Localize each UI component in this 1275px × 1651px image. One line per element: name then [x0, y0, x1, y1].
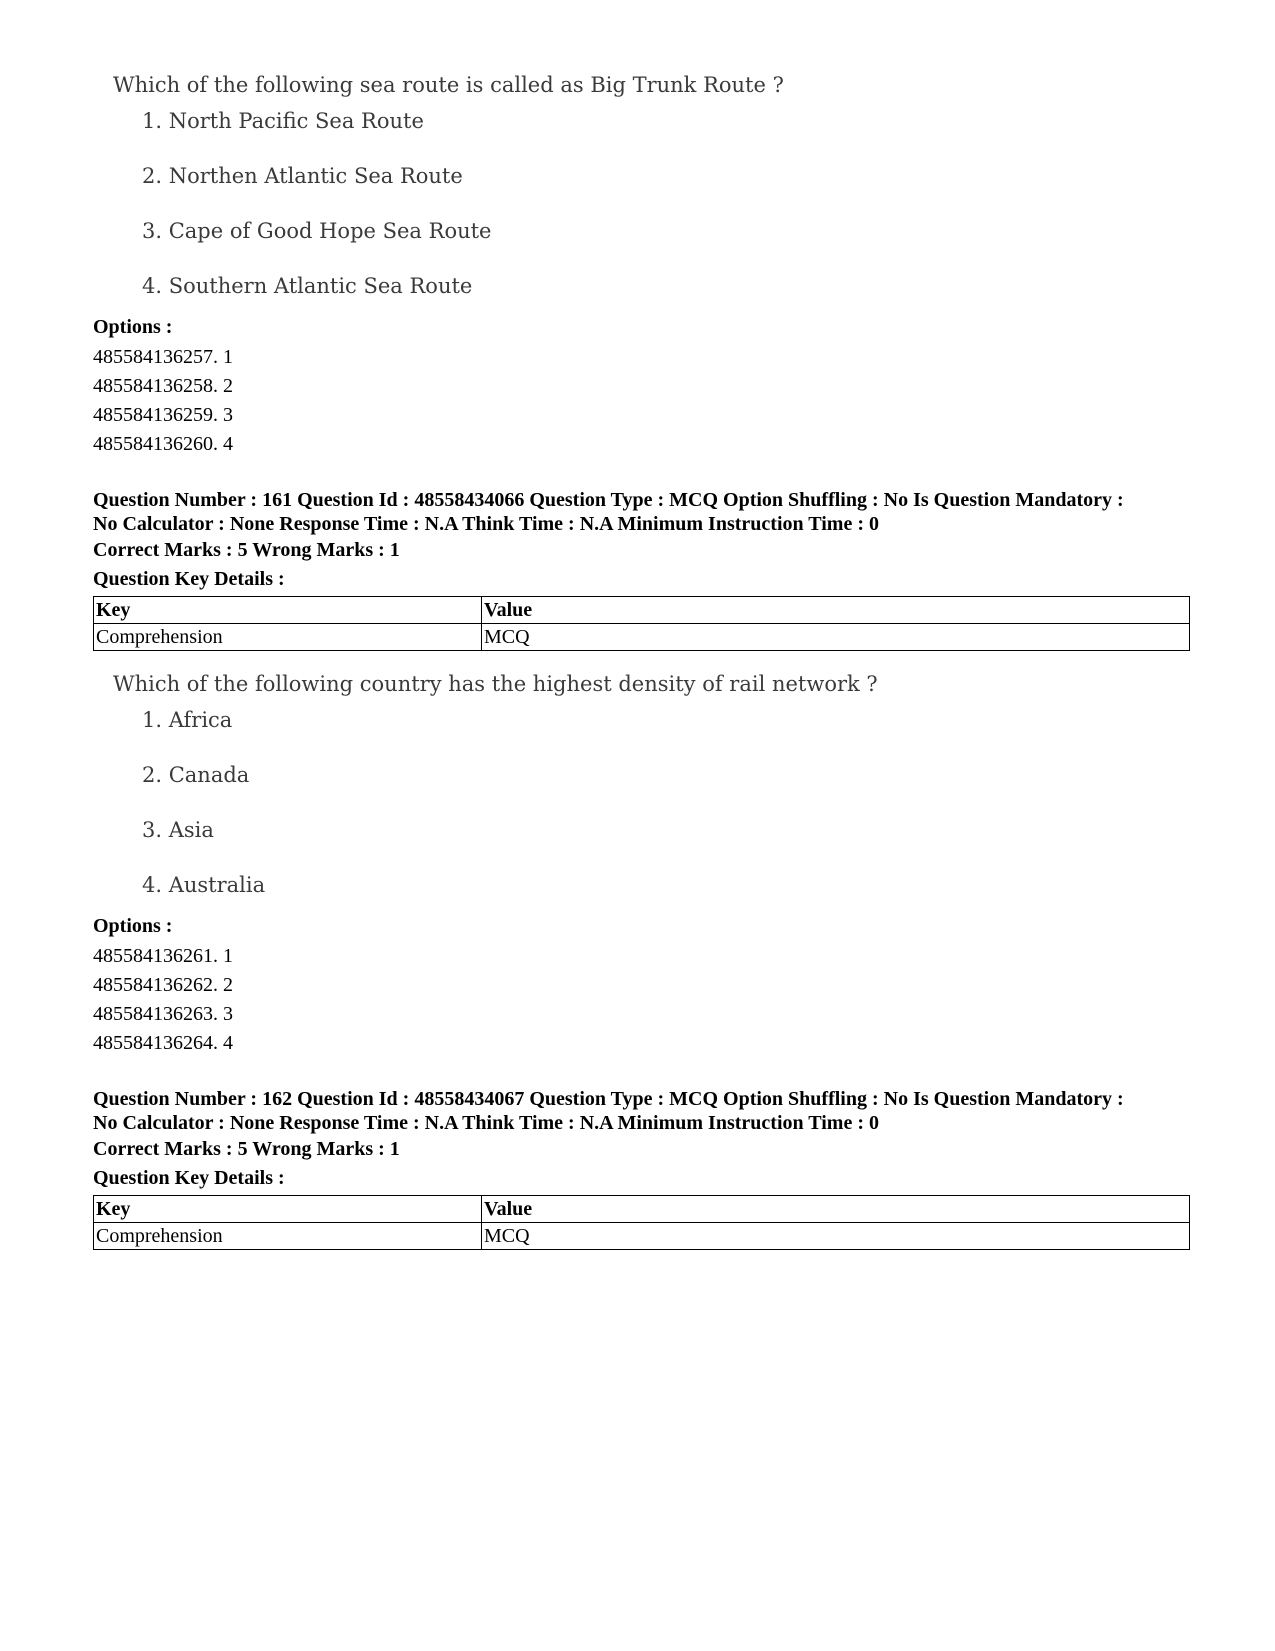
choice-item: 2. Canada — [142, 763, 250, 787]
table-cell: MCQ — [482, 1223, 1190, 1250]
table-cell: Comprehension — [94, 1223, 482, 1250]
key-details-heading: Question Key Details : — [93, 1167, 285, 1189]
table-cell: MCQ — [482, 624, 1190, 651]
table-row — [94, 624, 1190, 651]
option-id-row: 485584136263. 3 — [93, 1003, 233, 1025]
question-meta-162 — [93, 1087, 1188, 1250]
question-text: Which of the following sea route is called as Big Trunk Route ? — [113, 73, 784, 97]
question-meta-line: No Calculator : None Response Time : N.A Think Time : N.A Minimum Instruction Time : 0 — [93, 513, 879, 535]
table-cell: Comprehension — [94, 624, 482, 651]
key-details-heading: Question Key Details : — [93, 568, 285, 590]
choice-item: 4. Southern Atlantic Sea Route — [142, 274, 473, 298]
question-meta-line: Question Number : 161 Question Id : 48558434066 Question Type : MCQ Option Shuffling : No Is Question Mandatory : — [93, 489, 1124, 511]
choice-item: 4. Australia — [142, 873, 266, 897]
table-header-row — [94, 1196, 1190, 1223]
option-id-row: 485584136258. 2 — [93, 375, 233, 397]
question-meta-line: No Calculator : None Response Time : N.A Think Time : N.A Minimum Instruction Time : 0 — [93, 1112, 879, 1134]
options-heading: Options : — [93, 915, 173, 937]
choice-item: 1. Africa — [142, 708, 233, 732]
question-image-160 — [93, 70, 1188, 313]
document-page — [93, 70, 1188, 1250]
choice-item: 1. North Pacific Sea Route — [142, 109, 424, 133]
choice-item: 3. Cape of Good Hope Sea Route — [142, 219, 492, 243]
question-image-161 — [93, 669, 1188, 912]
question-meta-161 — [93, 488, 1188, 651]
question-text: Which of the following country has the highest density of rail network ? — [113, 672, 878, 696]
table-header-row — [94, 597, 1190, 624]
table-header-cell: Key — [94, 1196, 482, 1223]
question-meta-line: Question Number : 162 Question Id : 48558434067 Question Type : MCQ Option Shuffling : No Is Question Mandatory : — [93, 1088, 1124, 1110]
option-id-row: 485584136259. 3 — [93, 404, 233, 426]
option-id-row: 485584136262. 2 — [93, 974, 233, 996]
key-details-table — [93, 1195, 1190, 1250]
marks-line: Correct Marks : 5 Wrong Marks : 1 — [93, 539, 400, 561]
choice-item: 2. Northen Atlantic Sea Route — [142, 164, 463, 188]
table-row — [94, 1223, 1190, 1250]
option-id-row: 485584136257. 1 — [93, 346, 233, 368]
key-details-table — [93, 596, 1190, 651]
table-header-cell: Key — [94, 597, 482, 624]
table-header-cell: Value — [482, 1196, 1190, 1223]
options-heading: Options : — [93, 316, 173, 338]
option-id-row: 485584136261. 1 — [93, 945, 233, 967]
choice-item: 3. Asia — [142, 818, 214, 842]
table-header-cell: Value — [482, 597, 1190, 624]
marks-line: Correct Marks : 5 Wrong Marks : 1 — [93, 1138, 400, 1160]
option-id-row: 485584136264. 4 — [93, 1032, 233, 1054]
option-id-row: 485584136260. 4 — [93, 433, 233, 455]
